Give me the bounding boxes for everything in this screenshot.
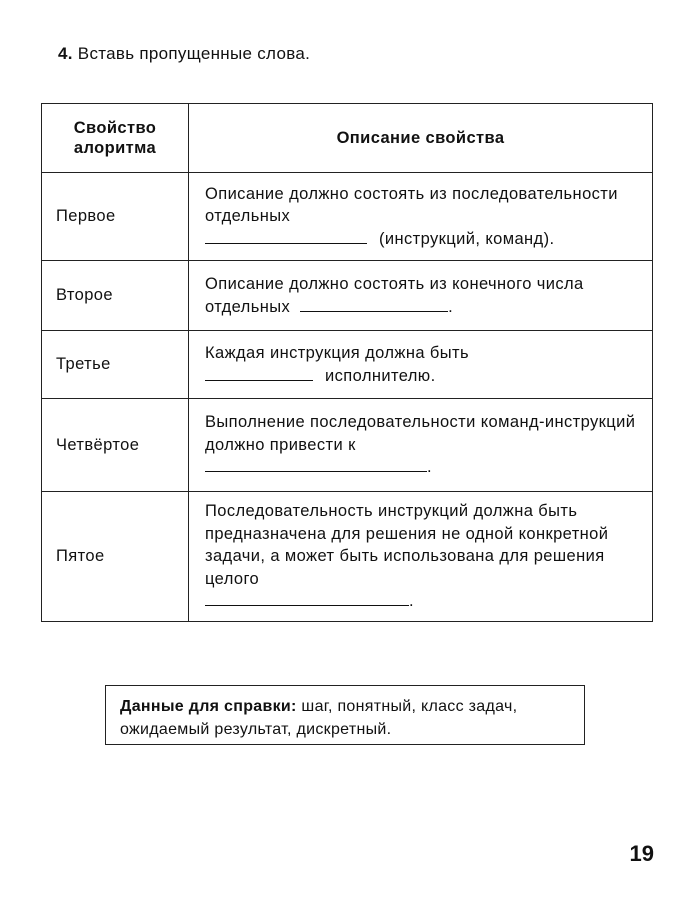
row-description [189, 399, 653, 492]
row-name: Первое [42, 173, 189, 261]
row-text: Последовательность инструкций должна быть предназначена для решения не одной конкретной задачи, а может быть использована для решения целого [205, 502, 609, 588]
row-text: Каждая инструкция должна быть [205, 344, 469, 362]
header-description: Описание свойства [189, 104, 653, 173]
task-title [58, 44, 310, 64]
answer-blank[interactable] [205, 365, 313, 381]
row-text-after: . [448, 297, 454, 316]
row-name: Четвёртое [42, 399, 189, 492]
task-number: 4. [58, 44, 73, 63]
answer-blank[interactable] [205, 590, 409, 606]
table-row [42, 399, 653, 492]
algorithm-properties-table [41, 103, 653, 622]
table-row [42, 331, 653, 399]
row-text-after: . [409, 592, 414, 611]
row-name: Третье [42, 331, 189, 399]
page-number: 19 [629, 841, 654, 866]
reference-text: шаг, понятный, класс задач, ожидаемый результат, дискретный. [120, 698, 518, 738]
row-name: Пятое [42, 492, 189, 622]
task-text: Вставь пропущенные слова. [72, 44, 311, 63]
table-row [42, 173, 653, 261]
row-name: Второе [42, 261, 189, 331]
answer-blank[interactable] [205, 228, 367, 244]
reference-label: Данные для справки: [120, 698, 297, 715]
row-text-after: (инструкций, команд). [379, 229, 555, 248]
table-header-row [42, 104, 653, 173]
row-text: Описание должно состоять из конечного числа отдельных [205, 275, 584, 316]
row-text: Описание должно состоять из последовательности отдельных [205, 184, 618, 226]
row-text-after: . [427, 458, 432, 477]
table-row [42, 492, 653, 622]
row-description [189, 173, 653, 261]
table-row [42, 261, 653, 331]
row-description [189, 331, 653, 399]
row-description [189, 261, 653, 331]
header-property: Свойство алоритма [42, 104, 189, 173]
answer-blank[interactable] [300, 296, 448, 312]
row-text-after: исполнителю. [325, 366, 436, 385]
row-text: Выполнение последовательности команд-инструкций должно привести к [205, 413, 636, 454]
reference-box [105, 685, 585, 745]
answer-blank[interactable] [205, 456, 427, 472]
row-description [189, 492, 653, 622]
